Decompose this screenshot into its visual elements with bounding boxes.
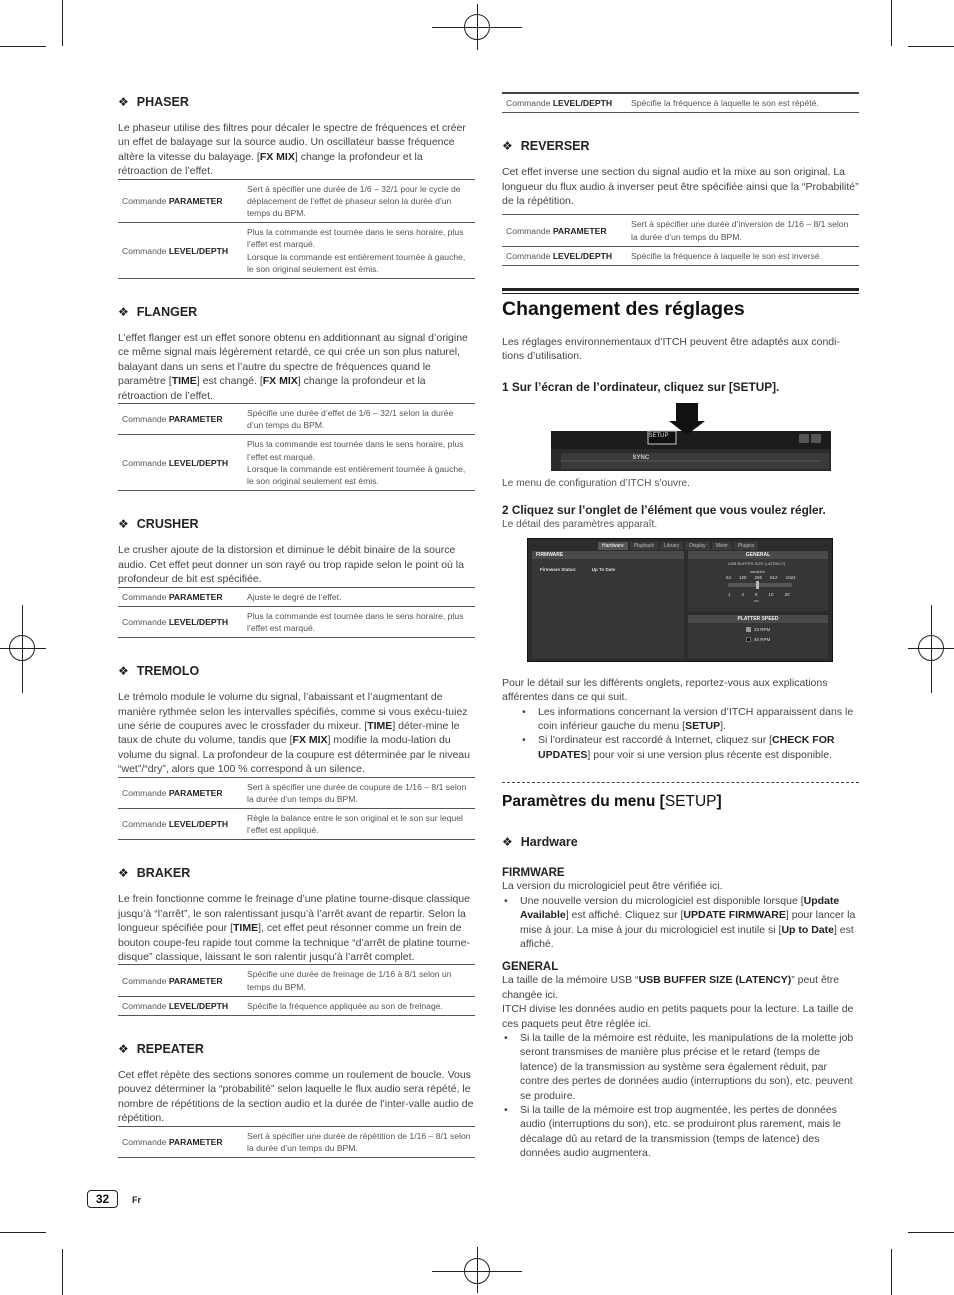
registration-mark-icon bbox=[432, 1271, 522, 1272]
step-1: 1 Sur l’écran de l’ordinateur, cliquez sur [SETUP]. bbox=[502, 379, 780, 394]
table-row: Commande PARAMETER Sert à spécifier une durée de coupure de 1/16 – 8/1 selon la durée d’un temps du BPM. bbox=[118, 777, 475, 808]
registration-mark-icon bbox=[432, 27, 522, 28]
crop-mark bbox=[908, 46, 954, 47]
setup-button-label[interactable]: SETUP bbox=[648, 432, 669, 439]
diamond-bullet-icon: ❖ bbox=[118, 664, 129, 679]
firmware-panel bbox=[532, 551, 684, 659]
samples-values: 64 128 256 512 1024 bbox=[726, 574, 796, 580]
reverser-description: Cet effet inverse une section du signal audio et la mixe au son original. La longueur du flux audio à inverser peut être spécifiée ainsi que la “Probabilité” de la répétition. bbox=[502, 166, 859, 208]
list-item: • Les informations concernant la version d’ITCH apparaissent dans le coin inférieur gauche du menu [SETUP]. bbox=[502, 705, 859, 734]
crop-mark bbox=[891, 0, 892, 46]
checkbox-icon[interactable] bbox=[746, 637, 751, 642]
firmware-text: La version du micrologiciel peut être vérifiée ici. bbox=[502, 880, 723, 893]
crusher-description: Le crusher ajoute de la distorsion et diminue le débit binaire de la source audio. Cet effet peut donner un son rayé ou trop rapide selon le point où la profondeur de bit est spécifiée. bbox=[118, 544, 464, 586]
registration-mark-icon bbox=[477, 1247, 478, 1293]
table-row: Commande LEVEL/DEPTH Plus la commande est tournée dans le sens horaire, plus l’effet est marqué. Lorsque la commande est entièrement tournée à gauche, le son original seulement est émis. bbox=[118, 223, 475, 279]
tab-playback[interactable]: Playback bbox=[630, 542, 658, 550]
section-heading-braker: ❖ BRAKER bbox=[118, 866, 191, 881]
settings-screenshot bbox=[527, 538, 833, 662]
page-title: Changement des réglages bbox=[502, 298, 745, 321]
tab-hardware[interactable]: Hardware bbox=[598, 542, 628, 550]
general-text-2: ITCH divise les données audio en petits paquets pour la lecture. La taille de ces paquets peut être réglée ici. bbox=[502, 1003, 854, 1030]
crop-mark bbox=[0, 1232, 46, 1233]
phaser-description: Le phaseur utilise des filtres pour décaler le spectre de fréquences et créer un effet de balayage sur la source audio. Un oscillateur basse fréquence altère la vitesse du balayage. [FX MIX] change la profondeur et la rétroaction de l’effet. bbox=[118, 122, 466, 178]
latency-slider[interactable] bbox=[728, 583, 792, 587]
heading-rule bbox=[502, 288, 859, 294]
crop-mark bbox=[0, 46, 46, 47]
left-column bbox=[118, 92, 475, 1158]
repeater-parameter-table-continued bbox=[502, 92, 859, 113]
braker-parameter-table bbox=[118, 964, 475, 1016]
firmware-panel-header: FIRMWARE bbox=[532, 551, 684, 559]
crusher-parameter-table bbox=[118, 587, 475, 639]
tremolo-description: Le trémolo module le volume du signal, l’abaissant et l’augmentant de manière rythmée selon les intervalles spécifiés, comme si vous exécu-tuiez une série de coupures avec le crossfader du mixeur. [TIME] déter-mine le taux de chute du volume, tandis que [FX MIX] modifie la modu-lation du volume du signal. La profondeur de la coupure est déterminée par le niveau “wet”/“dry”, alors que 100 % correspond à un silence. bbox=[118, 691, 470, 776]
table-row: Commande LEVEL/DEPTH Plus la commande est tournée dans le sens horaire, plus l’effet est marqué. bbox=[118, 606, 475, 637]
section-heading-repeater: ❖ REPEATER bbox=[118, 1042, 204, 1057]
repeater-parameter-table bbox=[118, 1126, 475, 1158]
section-heading-phaser: ❖ PHASER bbox=[118, 95, 189, 109]
registration-mark-icon bbox=[22, 605, 23, 693]
sync-label: SYNC bbox=[632, 454, 650, 461]
samples-label: samples bbox=[750, 568, 765, 574]
tremolo-parameter-table bbox=[118, 777, 475, 841]
setup-arrow-graphic bbox=[551, 401, 831, 471]
list-item: • Si la taille de la mémoire est réduite, les manipulations de la molette job seront transmises de manière plus précise et le retard (temps de latence) de la transmission au système sera également réduit, par contre des pertes de données audio (interruptions du son), etc. peuvent se produire. bbox=[502, 1031, 859, 1103]
step-2: 2 Cliquez sur l’onglet de l’élément que vous voulez régler. bbox=[502, 502, 826, 517]
diamond-bullet-icon: ❖ bbox=[118, 305, 129, 320]
section-heading-flanger: ❖ FLANGER bbox=[118, 305, 198, 320]
intro-text: Les réglages environnementaux d’ITCH peuvent être adaptés aux condi-tions d’utilisation. bbox=[502, 336, 840, 363]
diamond-bullet-icon: ❖ bbox=[502, 139, 513, 154]
firmware-heading: FIRMWARE bbox=[502, 867, 565, 880]
language-tag: Fr bbox=[132, 1195, 141, 1205]
tab-plugins[interactable]: Plugins bbox=[734, 542, 758, 550]
flanger-parameter-table bbox=[118, 403, 475, 491]
setup-menu-heading: Paramètres du menu [SETUP] bbox=[502, 793, 722, 811]
crop-mark bbox=[891, 1249, 892, 1295]
general-text-1: La taille de la mémoire USB “USB BUFFER SIZE (LATENCY)” peut être changée ici. bbox=[502, 974, 840, 1001]
table-row: Commande PARAMETER Sert à spécifier une durée de 1/6 – 32/1 pour le cycle de déplacement de l’effet de phaseur selon la durée d’un temps du BPM. bbox=[118, 179, 475, 223]
slider-handle[interactable] bbox=[756, 581, 759, 589]
after-screenshot-text: Pour le détail sur les différents onglets, reportez-vous aux explications afférentes dans ce qui suit. bbox=[502, 676, 828, 704]
table-row: Commande LEVEL/DEPTH Spécifie la fréquence à laquelle le son est inversé. bbox=[502, 246, 859, 265]
crop-mark bbox=[908, 1232, 954, 1233]
braker-description: Le frein fonctionne comme le freinage d’une platine tourne-disque classique jusqu’à “l’arrêt”, le son ralentissant jusqu’à l’arrêt avant de repartir. Selon la longueur spécifiée pour [TIME], cet effet peut résonner comme un frein de bouton coupe-feu rapide tout comme la technique “d’arrêt de platine tourne-disque” classique, laissant le son ralentir jusqu’à l’arrêt complet. bbox=[118, 893, 470, 963]
list-item: • Une nouvelle version du micrologiciel est disponible lorsque [Update Available] est affiché. Cliquez sur [UPDATE FIRMWARE] pour lancer la mise à jour. La mise à jour du micrologiciel est inutile si [Up to Date] est affiché. bbox=[502, 894, 859, 952]
tab-display[interactable]: Display bbox=[685, 542, 709, 550]
diamond-bullet-icon: ❖ bbox=[502, 835, 513, 850]
right-column bbox=[502, 92, 859, 1161]
platter-panel bbox=[688, 615, 828, 659]
firmware-list bbox=[502, 894, 859, 952]
general-heading: GENERAL bbox=[502, 961, 559, 974]
table-row: Commande LEVEL/DEPTH Plus la commande est tournée dans le sens horaire, plus l’effet est marqué. Lorsque la commande est entièrement tournée à gauche, le son original seulement est émis. bbox=[118, 435, 475, 491]
table-row: Commande LEVEL/DEPTH Spécifie la fréquence appliquée au son de freinage. bbox=[118, 996, 475, 1015]
table-row: Commande PARAMETER Sert à spécifier une durée de répétition de 1/16 – 8/1 selon la durée d’un temps du BPM. bbox=[118, 1126, 475, 1157]
ms-label: ms bbox=[754, 598, 759, 603]
firmware-status-label: Firmware Status: bbox=[540, 566, 577, 572]
general-list bbox=[502, 1031, 859, 1161]
step-2-note: Le détail des paramètres apparaît. bbox=[502, 518, 658, 530]
crop-mark bbox=[62, 1249, 63, 1295]
section-heading-crusher: ❖ CRUSHER bbox=[118, 517, 199, 532]
list-item: • Si l’ordinateur est raccordé à Internet, cliquez sur [CHECK FOR UPDATES] pour voir si une version plus récente est disponible. bbox=[502, 733, 859, 762]
table-row: Commande PARAMETER Spécifie une durée de freinage de 1/16 à 8/1 selon un temps du BPM. bbox=[118, 965, 475, 996]
diamond-bullet-icon: ❖ bbox=[118, 1042, 129, 1057]
flanger-description: L’effet flanger est un effet sonore obtenu en additionnant au signal d’origine ce même signal mais légèrement retardé, ce qui crée un son plus naturel, balayant dans un sens et l’autre du spectre de fréquences quand le paramètre [TIME] est changé. [FX MIX] change la profondeur et la rétroaction de l’effet. bbox=[118, 332, 468, 402]
platter-option-45[interactable]: 45 RPM bbox=[746, 637, 770, 642]
general-panel bbox=[688, 551, 828, 611]
diamond-bullet-icon: ❖ bbox=[118, 517, 129, 532]
table-row: Commande PARAMETER Ajuste le degré de l’effet. bbox=[118, 587, 475, 606]
table-row: Commande PARAMETER Sert à spécifier une durée d’inversion de 1/16 – 8/1 selon la durée d’un temps du BPM. bbox=[502, 215, 859, 246]
general-panel-header: GENERAL bbox=[688, 551, 828, 559]
section-heading-hardware: ❖ Hardware bbox=[502, 835, 578, 850]
firmware-status-value: Up To Date bbox=[591, 566, 616, 572]
table-row: Commande PARAMETER Spécifie une durée d’effet de 1/6 – 32/1 selon la durée d’un temps du BPM. bbox=[118, 404, 475, 435]
crop-mark bbox=[62, 0, 63, 46]
registration-mark-icon bbox=[0, 648, 46, 649]
tab-mixer[interactable]: Mixer bbox=[712, 542, 732, 550]
settings-tabs bbox=[598, 542, 758, 550]
registration-mark-icon bbox=[931, 605, 932, 693]
step-1-note: Le menu de configuration d’ITCH s’ouvre. bbox=[502, 477, 691, 489]
section-divider bbox=[502, 782, 859, 783]
usb-buffer-label: USB BUFFER SIZE (LATENCY) bbox=[728, 560, 786, 566]
section-heading-reverser: ❖ REVERSER bbox=[502, 139, 590, 154]
reverser-parameter-table bbox=[502, 214, 859, 266]
diamond-bullet-icon: ❖ bbox=[118, 866, 129, 881]
setup-screenshot bbox=[551, 401, 831, 471]
list-item: • Si la taille de la mémoire est trop augmentée, les pertes de données audio (interruptions du son), etc. se produiront plus rarement, mais le décalage dû au retard de la transmission (temps de latence) des données audio augmentera. bbox=[502, 1103, 859, 1161]
setup-notes-list bbox=[502, 705, 859, 763]
page-number: 32 bbox=[87, 1190, 118, 1208]
platter-panel-header: PLATTER SPEED bbox=[688, 615, 828, 623]
repeater-description: Cet effet répète des sections sonores comme un roulement de boucle. Vous pouvez déterminer la “probabilité” selon laquelle le flux audio sera répété, le nombre de répétitions de la section audio et la durée de l’inter-valle audio de répétition. bbox=[118, 1069, 474, 1125]
checkbox-checked-icon[interactable] bbox=[746, 627, 751, 632]
table-row: Commande LEVEL/DEPTH Règle la balance entre le son original et le son sur lequel l’effet est appliqué. bbox=[118, 808, 475, 839]
ms-values: 1 2 5 10 20 bbox=[728, 591, 790, 597]
diamond-bullet-icon: ❖ bbox=[118, 95, 129, 109]
phaser-parameter-table bbox=[118, 179, 475, 279]
section-heading-tremolo: ❖ TREMOLO bbox=[118, 664, 200, 679]
platter-option-33[interactable]: 33 RPM bbox=[746, 627, 770, 632]
table-row: Commande LEVEL/DEPTH Spécifie la fréquence à laquelle le son est répété. bbox=[502, 93, 859, 113]
tab-library[interactable]: Library bbox=[660, 542, 683, 550]
